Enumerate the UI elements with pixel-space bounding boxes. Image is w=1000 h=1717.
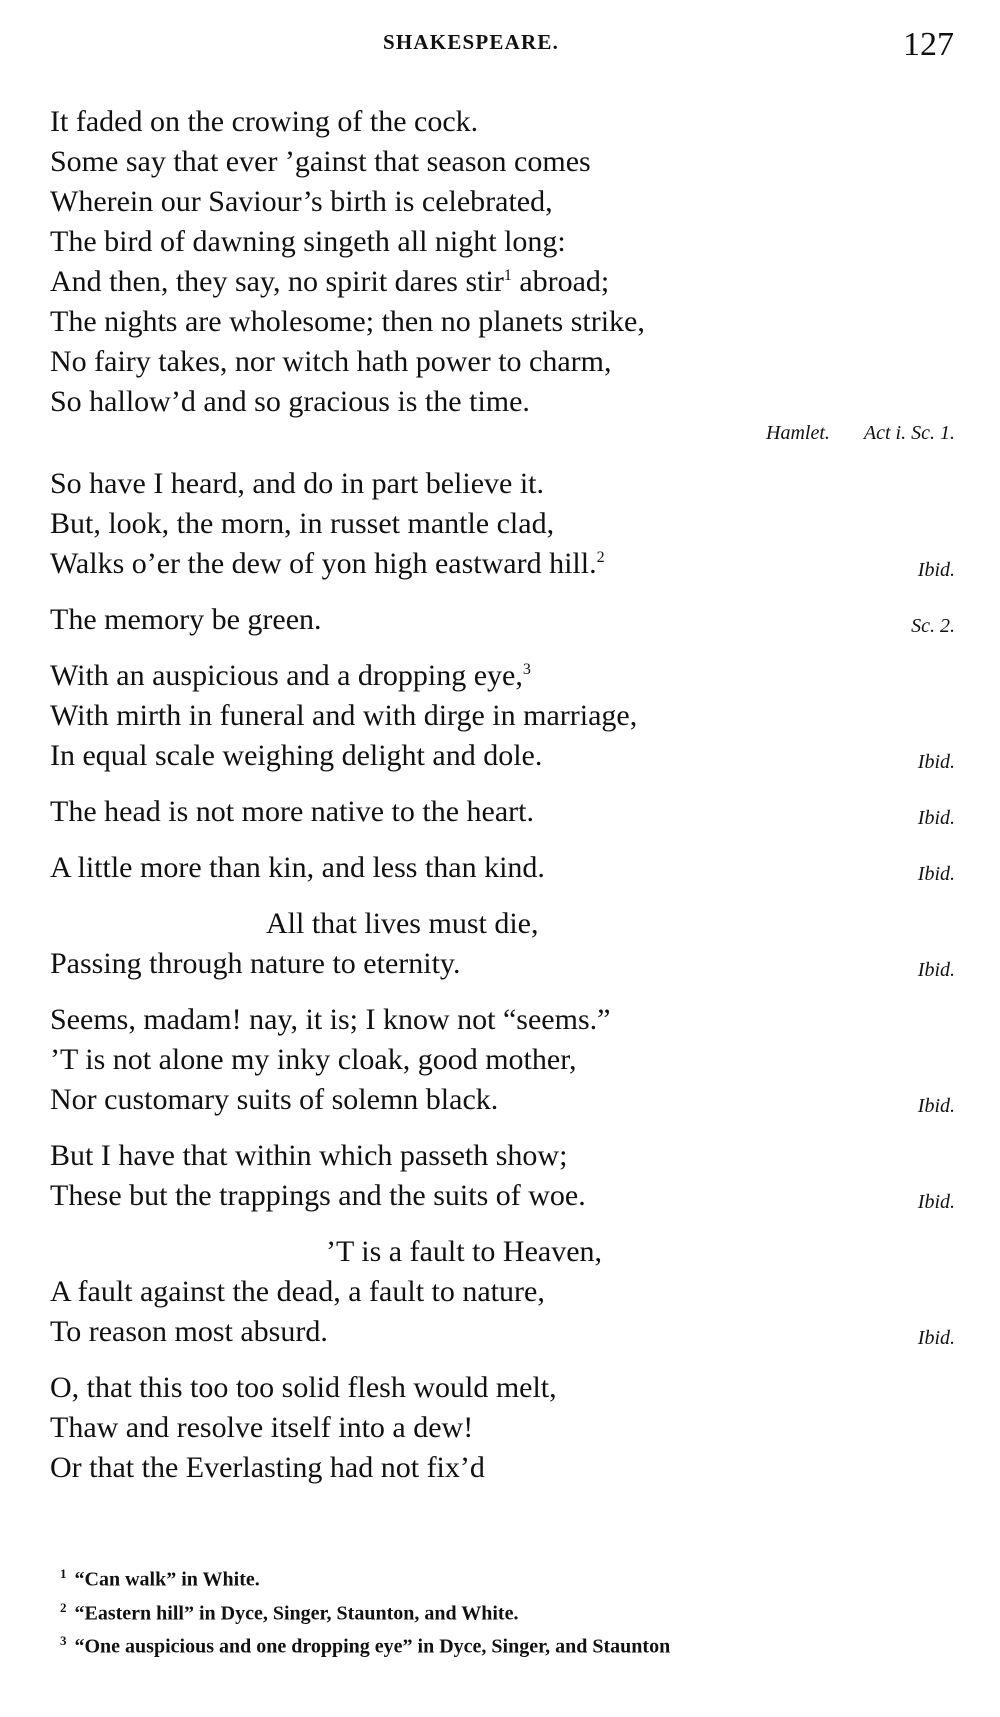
passage [50,848,955,888]
verse-line: Wherein our Saviour’s birth is celebrated, [50,185,553,218]
citation: Ibid. [917,807,955,829]
footnote-number: 2 [60,1599,67,1615]
verse-line: ’T is a fault to Heaven, [326,1235,603,1268]
passage [50,656,955,776]
footnote-text: “One auspicious and one dropping eye” in Dyce, Singer, and Staunton [74,1635,671,1658]
page-header [0,26,1000,66]
citation: Ibid. [917,1191,955,1213]
verse-line: The nights are wholesome; then no planets strike, [50,305,645,338]
page-number: 127 [903,26,954,63]
footnote-marker[interactable]: 2 [596,549,605,566]
verse-line: With mirth in funeral and with dirge in marriage, [50,699,638,732]
passage [50,600,955,640]
verse-line: O, that this too too solid flesh would melt, [50,1371,557,1404]
passage-hamlet-act1-sc1 [50,102,955,448]
passage [50,904,955,984]
verse-text: Nor customary suits of solemn black. [50,1083,499,1116]
citation: Sc. 2. [911,615,955,637]
footnote [60,1594,960,1628]
verse-text: abroad; [519,265,610,298]
verse-line: Or that the Everlasting had not fix’d [50,1451,485,1484]
running-title: SHAKESPEARE. [383,30,560,54]
verse-text: These but the trappings and the suits of woe. [50,1179,586,1212]
footnote [60,1627,960,1661]
verse-line: ’T is not alone my inky cloak, good mother, [50,1043,577,1076]
verse-text: And then, they say, no spirit dares stir [50,265,504,298]
verse-line: Thaw and resolve itself into a dew! [50,1411,474,1444]
citation: Ibid. [917,559,955,581]
passage [50,1136,955,1216]
footnote-marker[interactable]: 3 [522,661,531,678]
verse-text: A little more than kin, and less than kind. [50,851,545,884]
verse-line [50,792,955,832]
citation [50,418,955,448]
footnote-number: 1 [60,1566,67,1581]
verse-line [50,1080,955,1120]
verse-line: The bird of dawning singeth all night long: [50,225,566,258]
verse-line: So have I heard, and do in part believe it. [50,467,545,500]
verse-text: The head is not more native to the heart. [50,795,534,828]
verse-line: Some say that ever ’gainst that season comes [50,145,591,178]
citation-play: Hamlet. [766,422,830,444]
verse-line [50,944,955,984]
passage [50,792,955,832]
footnote-text: “Can walk” in White. [74,1568,260,1591]
passage [50,1232,955,1352]
footnote-text: “Eastern hill” in Dyce, Singer, Staunton, and White. [74,1602,519,1625]
verse-line [50,1312,955,1352]
footnotes [60,1560,960,1661]
verse-line: Seems, madam! nay, it is; I know not “seems.” [50,1003,611,1036]
footnote-number: 3 [60,1633,67,1649]
verse-line [50,848,955,888]
verse-text: To reason most absurd. [50,1315,328,1348]
citation: Ibid. [917,751,955,773]
verse-line: A fault against the dead, a fault to nature, [50,1275,545,1308]
verse-line [50,600,955,640]
poem-body [50,102,955,1504]
verse-line: It faded on the crowing of the cock. [50,105,479,138]
citation: Ibid. [917,1327,955,1349]
verse-text: The memory be green. [50,603,322,636]
verse-text: In equal scale weighing delight and dole. [50,739,543,772]
citation: Ibid. [917,959,955,981]
verse-line: But, look, the morn, in russet mantle clad, [50,507,555,540]
citation: Ibid. [917,1095,955,1117]
passage [50,1000,955,1120]
verse-line [50,656,955,696]
verse-line: All that lives must die, [266,907,539,940]
citation: Ibid. [917,863,955,885]
verse-text: With an auspicious and a dropping eye, [50,659,523,692]
verse-text: Walks o’er the dew of yon high eastward hill. [50,547,597,580]
verse-line [50,736,955,776]
verse-line: So hallow’d and so gracious is the time. [50,385,530,418]
verse-line [50,544,955,584]
footnote-marker[interactable]: 1 [503,267,512,284]
passage [50,464,955,584]
footnote [60,1560,960,1594]
verse-line: But I have that within which passeth show; [50,1139,568,1172]
verse-line [50,1176,955,1216]
verse-text: Passing through nature to eternity. [50,947,461,980]
verse-line [50,262,955,302]
passage [50,1368,955,1488]
citation-act: Act i. Sc. 1. [863,422,955,444]
verse-line: No fairy takes, nor witch hath power to charm, [50,345,612,378]
